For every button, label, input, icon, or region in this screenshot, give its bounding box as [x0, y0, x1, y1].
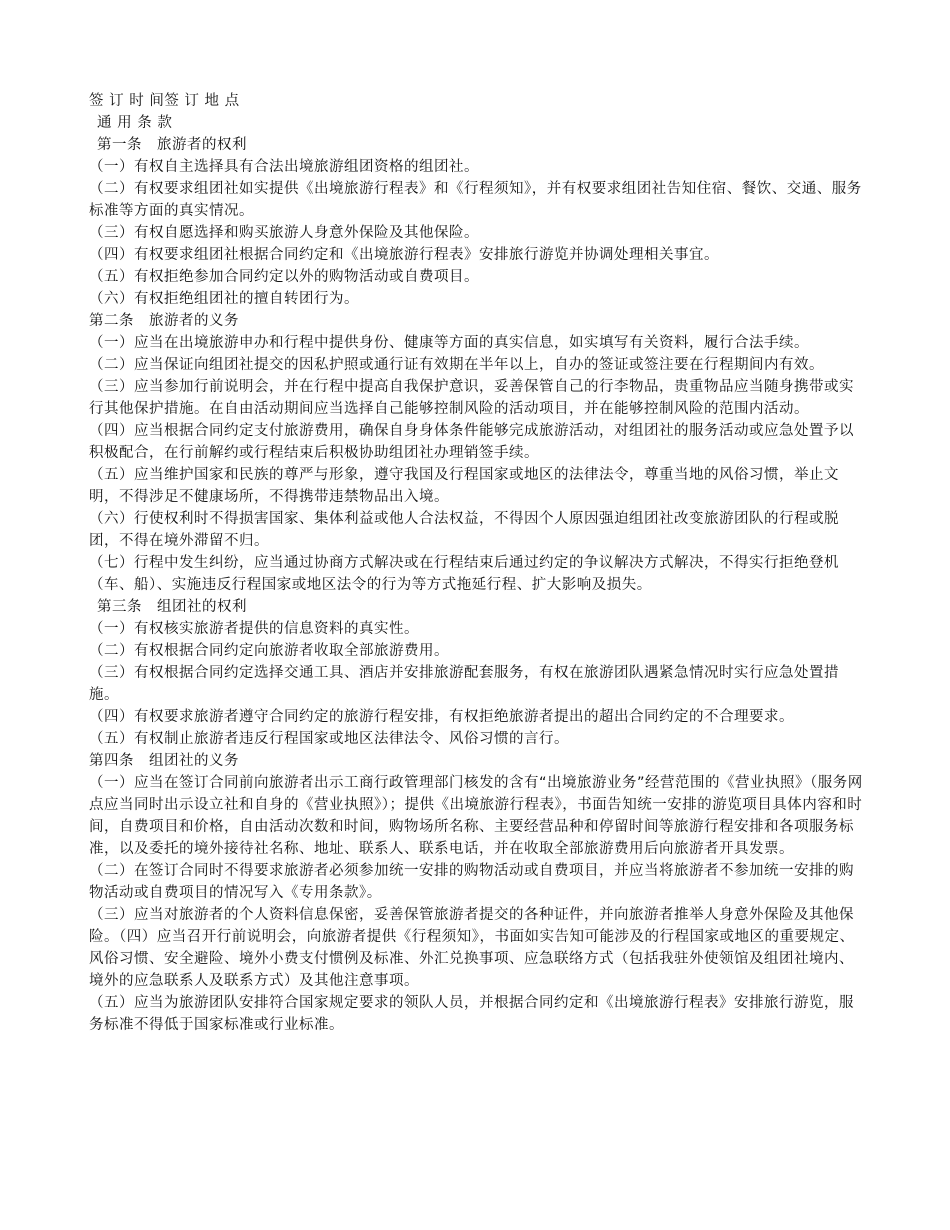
- section-title: 第四条 组团社的义务: [89, 753, 239, 769]
- clause-item: （一）应当在出境旅游申办和行程中提供身份、健康等方面的真实信息，如实填写有关资料，履行合法手续。: [89, 335, 809, 351]
- clause-item: （五）应当为旅游团队安排符合国家规定要求的领队人员，并根据合同约定和《出境旅游行程表》安排旅行游览，服务标准不得低于国家标准或行业标准。: [89, 995, 854, 1033]
- clause-item: （一）有权核实旅游者提供的信息资料的真实性。: [89, 621, 419, 637]
- clause-item: （三）有权根据合同约定选择交通工具、酒店并安排旅游配套服务，有权在旅游团队遇紧急情况时实行应急处置措施。: [89, 665, 839, 703]
- clause-item: （二）应当保证向组团社提交的因私护照或通行证有效期在半年以上，自办的签证或签注要在行程期间内有效。: [89, 357, 824, 373]
- contract-document: [89, 90, 867, 1036]
- clause-item: （五）有权制止旅游者违反行程国家或地区法律法令、风俗习惯的言行。: [89, 731, 569, 747]
- clause-item: （一）应当在签订合同前向旅游者出示工商行政管理部门核发的含有“出境旅游业务”经营范围的《营业执照》（服务网点应当同时出示设立社和自身的《营业执照》）；提供《出境旅游行程表》，书面告知统一安排的游览项目具体内容和时间，自费项目和价格，自由活动次数和时间，购物场所名称、主要经营品种和停留时间等旅游行程安排和各项服务标准，以及委托的境外接待社名称、地址、联系人、联系电话，并在收取全部旅游费用后向旅游者开具发票。: [89, 775, 863, 857]
- sign-time-place-line: 签 订 时 间签 订 地 点: [89, 93, 240, 109]
- clause-item: （四）有权要求组团社根据合同约定和《出境旅游行程表》安排旅行游览并协调处理相关事宜。: [89, 247, 719, 263]
- clause-item: （三）应当参加行前说明会，并在行程中提高自我保护意识，妥善保管自己的行李物品，贵重物品应当随身携带或实行其他保护措施。在自由活动期间应当选择自己能够控制风险的活动项目，并在能够控制风险的范围内活动。: [89, 379, 854, 417]
- clause-item: （五）有权拒绝参加合同约定以外的购物活动或自费项目。: [89, 269, 479, 285]
- clause-item: （三）有权自愿选择和购买旅游人身意外保险及其他保险。: [89, 225, 479, 241]
- section-title: 第三条 组团社的权利: [97, 599, 247, 615]
- general-terms-heading: 通 用 条 款: [97, 115, 173, 131]
- section-title: 第二条 旅游者的义务: [89, 313, 239, 329]
- clause-item: （二）有权根据合同约定向旅游者收取全部旅游费用。: [89, 643, 449, 659]
- clause-item: （四）有权要求旅游者遵守合同约定的旅游行程安排，有权拒绝旅游者提出的超出合同约定的不合理要求。: [89, 709, 794, 725]
- clause-item: （三）应当对旅游者的个人资料信息保密，妥善保管旅游者提交的各种证件，并向旅游者推举人身意外保险及其他保险。（四）应当召开行前说明会，向旅游者提供《行程须知》，书面如实告知可能涉及的行程国家或地区的重要规定、风俗习惯、安全避险、境外小费支付惯例及标准、外汇兑换事项、应急联络方式（包括我驻外使领馆及组团社境内、境外的应急联系人及联系方式）及其他注意事项。: [89, 907, 855, 989]
- section-title: 第一条 旅游者的权利: [97, 137, 247, 153]
- clause-item: （二）在签订合同时不得要求旅游者必须参加统一安排的购物活动或自费项目，并应当将旅游者不参加统一安排的购物活动或自费项目的情况写入《专用条款》。: [89, 863, 854, 901]
- clause-item: （七）行程中发生纠纷，应当通过协商方式解决或在行程结束后通过约定的争议解决方式解决，不得实行拒绝登机（车、船）、实施违反行程国家或地区法令的行为等方式拖延行程、扩大影响及损失。: [89, 555, 839, 593]
- clause-item: （五）应当维护国家和民族的尊严与形象，遵守我国及行程国家或地区的法律法令，尊重当地的风俗习惯，举止文明，不得涉足不健康场所，不得携带违禁物品出入境。: [89, 467, 839, 505]
- clause-item: （六）行使权利时不得损害国家、集体利益或他人合法权益，不得因个人原因强迫组团社改变旅游团队的行程或脱团，不得在境外滞留不归。: [89, 511, 839, 549]
- clause-item: （六）有权拒绝组团社的擅自转团行为。: [89, 291, 359, 307]
- clause-item: （二）有权要求组团社如实提供《出境旅游行程表》和《行程须知》，并有权要求组团社告知住宿、餐饮、交通、服务标准等方面的真实情况。: [89, 181, 862, 219]
- clause-item: （一）有权自主选择具有合法出境旅游组团资格的组团社。: [89, 159, 479, 175]
- clause-item: （四）应当根据合同约定支付旅游费用，确保自身身体条件能够完成旅游活动，对组团社的服务活动或应急处置予以积极配合，在行前解约或行程结束后积极协助组团社办理销签手续。: [89, 423, 854, 461]
